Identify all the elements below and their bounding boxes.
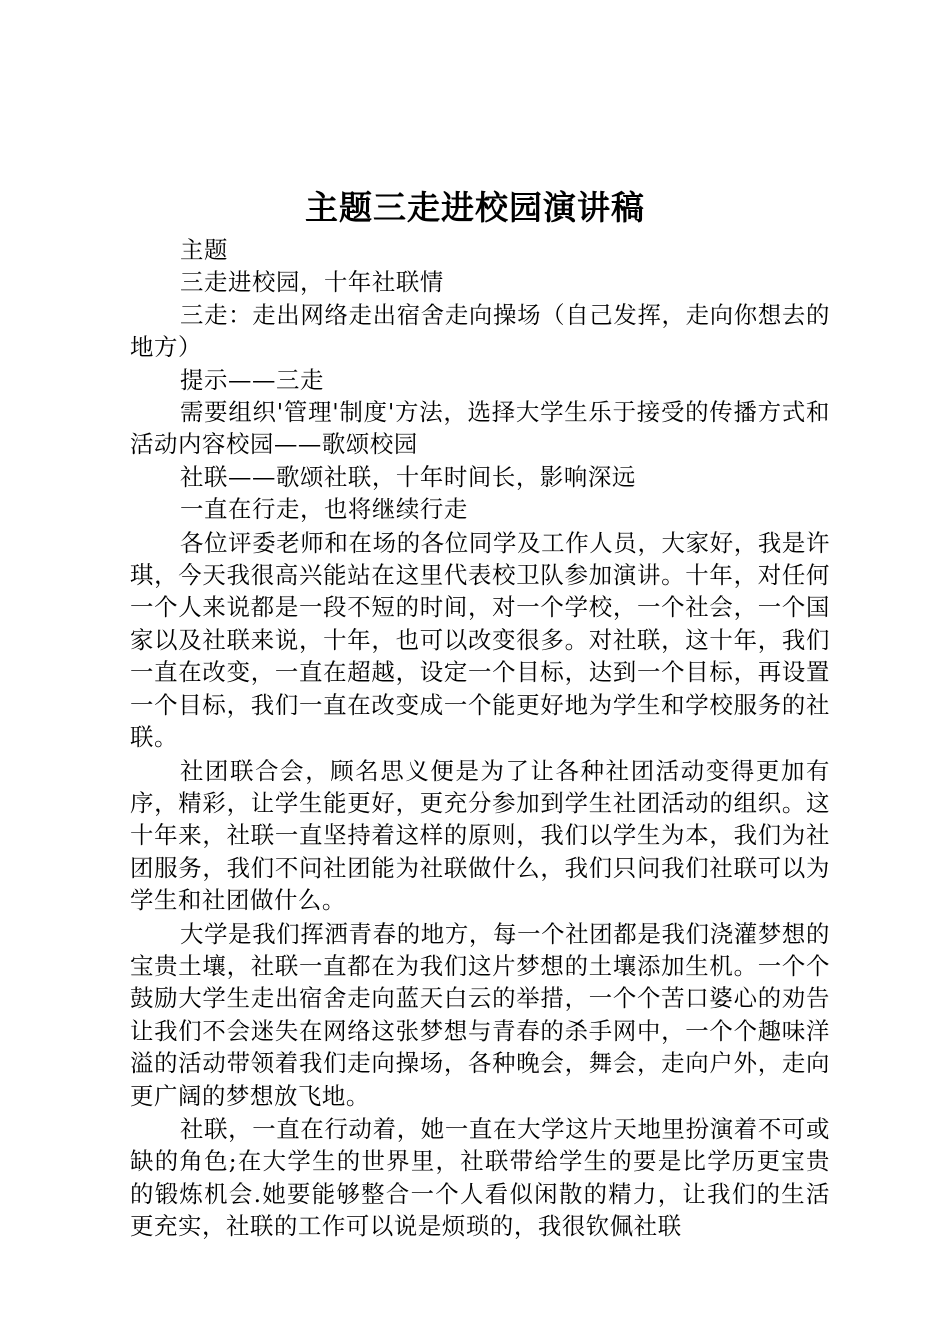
paragraph-university-youth: 大学是我们挥洒青春的地方，每一个社团都是我们浇灌梦想的宝贵土壤，社联一直都在为我们这片梦想的土壤添加生机。一个个鼓励大学生走出宿舍走向蓝天白云的举措，一个个苦口婆心的劝告让我们不会迷失在网络这张梦想与青春的杀手网中，一个个趣味洋溢的活动带领着我们走向操场，各种晚会，舞会，走向户外，走向更广阔的梦想放飞地。 bbox=[130, 919, 830, 1110]
document-body bbox=[130, 234, 830, 1243]
paragraph-society-union: 社联——歌颂社联，十年时间长，影响深远 bbox=[180, 462, 636, 491]
paragraph-three-walks: 三走：走出网络走出宿舍走向操场（自己发挥，走向你想去的地方） bbox=[130, 300, 830, 362]
paragraph-hint: 提示——三走 bbox=[180, 365, 324, 394]
paragraph-union-purpose: 社团联合会，顾名思义便是为了让各种社团活动变得更加有序，精彩，让学生能更好，更充分参加到学生社团活动的组织。这十年来，社联一直坚持着这样的原则，我们以学生为本，我们为社团服务，我们不问社团能为社联做什么，我们只问我们社联可以为学生和社团做什么。 bbox=[130, 756, 830, 915]
paragraph-keep-walking: 一直在行走，也将继续行走 bbox=[180, 495, 468, 524]
document-title: 主题三走进校园演讲稿 bbox=[305, 188, 645, 227]
paragraph-subtitle: 三走进校园，十年社联情 bbox=[180, 268, 444, 297]
paragraph-greeting: 各位评委老师和在场的各位同学及工作人员，大家好，我是许琪，今天我很高兴能站在这里代表校卫队参加演讲。十年，对任何一个人来说都是一段不短的时间，对一个学校，一个社会，一个国家以及社联来说，十年，也可以改变很多。对社联，这十年，我们一直在改变，一直在超越，设定一个目标，达到一个目标，再设置一个目标，我们一直在改变成一个能更好地为学生和学校服务的社联。 bbox=[130, 528, 830, 752]
paragraph-topic: 主题 bbox=[180, 236, 228, 264]
paragraph-union-action: 社联，一直在行动着，她一直在大学这片天地里扮演着不可或缺的角色;在大学生的世界里，社联带给学生的要是比学历更宝贵的锻炼机会.她要能够整合一个人看似闲散的精力，让我们的生活更充实，社联的工作可以说是烦琐的，我很钦佩社联 bbox=[130, 1114, 830, 1241]
paragraph-requirements: 需要组织'管理'制度'方法，选择大学生乐于接受的传播方式和活动内容校园——歌颂校园 bbox=[130, 398, 830, 459]
